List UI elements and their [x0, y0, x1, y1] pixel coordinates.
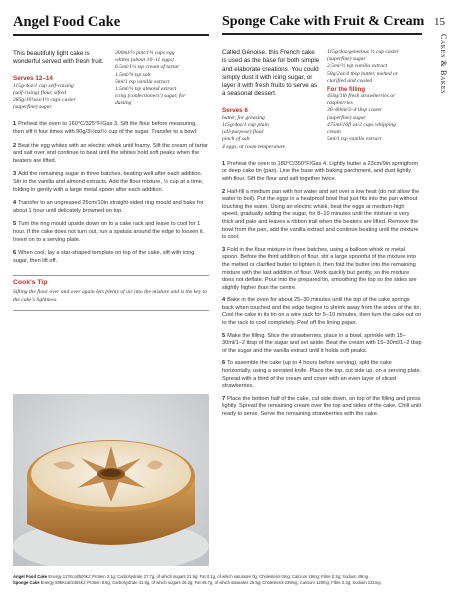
ingredient-line: 300ml/½ pint/1¼ cups egg — [114, 50, 175, 56]
step-number: 6 — [222, 360, 226, 367]
method-step — [222, 333, 422, 356]
nutrition-label: Angel Food Cake — [13, 574, 48, 579]
step-number: 5 — [222, 332, 226, 339]
intro-block — [13, 50, 109, 111]
ingredient-line: 6.5ml/1¼ tsp cream of tartar — [114, 64, 180, 71]
tip-text: Sifting the flour over and over again lets plenty of air into the mixture and is the key to the cake's lightness. — [13, 289, 207, 303]
ingredient-line: 30–60ml/2–4 tbsp caster — [326, 107, 383, 114]
ingredient-line: icing (confectioners') sugar, for — [114, 93, 186, 100]
ingredient-line: 285g/10¼oz/1½ cups caster — [13, 97, 76, 103]
step-text: When cool, lay a star-shaped template on top of the cake, sift with icing sugar, then lift off. — [13, 250, 195, 264]
ingredient-block — [327, 49, 422, 151]
method-steps — [222, 161, 422, 419]
section-label: Cakes & Bakes — [439, 34, 448, 95]
angel-food-cake-recipe — [13, 14, 209, 311]
ingredient-line: 50g/2oz/4 tbsp butter, melted or — [326, 70, 398, 77]
step-text: Make the filling. Slice the strawberries, place in a bowl, sprinkle with 15–30ml/1–2 tbsp of the sugar and set aside. Beat the cream with 15–30ml/1–2 tbsp of the sugar and the vanilla extract until it holds soft peaks. — [222, 332, 422, 354]
ingredient-line: 115g/4oz/generous ½ cup caster — [326, 49, 400, 55]
intro-row — [222, 49, 422, 151]
ingredient-line: raspberries — [326, 100, 353, 107]
ingredient-list — [222, 115, 321, 151]
step-number: 4 — [13, 200, 17, 207]
ingredient-list — [13, 83, 109, 112]
ingredient-line: cream — [326, 129, 341, 136]
sponge-cake-recipe — [222, 14, 425, 424]
step-text: Add the remaining sugar in three batches, beating well after each addition. Stir in the vanilla and almond extracts. Add the flour mixture, ½ cup at a time, folding in gently with a large metal spoon after each addition. — [13, 171, 204, 193]
step-number: 2 — [13, 142, 17, 149]
ingredient-line: (all-purpose) flour — [222, 129, 264, 136]
ingredient-line: pinch of salt — [222, 136, 250, 143]
nutrition-footer — [13, 574, 423, 586]
nutrition-text: Energy 117Kcal/500kJ; Protein 3.1g; Carbohydrate 27.7g, of which sugars 21.9g; Fat 0.1g, of which saturates 0g; Cholesterol 0mg; Calcium 19mg; Fibre 0.3g; Sodium 49mg. — [48, 574, 370, 579]
method-step — [13, 221, 209, 244]
ingredient-line: 115g/4oz/1 cup plain — [222, 121, 269, 128]
ingredient-line: 115g/4oz/1 cup self-raising — [13, 82, 74, 89]
method-step — [222, 297, 422, 327]
step-number: 5 — [13, 221, 17, 228]
step-number: 1 — [222, 160, 226, 167]
method-step — [222, 189, 422, 242]
method-step — [13, 200, 209, 215]
step-number: 1 — [13, 121, 17, 128]
ingredient-line: (superfine) sugar — [326, 114, 366, 121]
step-number: 2 — [222, 188, 226, 195]
filling-label: For the filling — [326, 87, 365, 94]
ingredient-list — [115, 50, 209, 111]
ingredient-line: clarified and cooled — [326, 77, 373, 84]
step-text: Bake in the oven for about 25–30 minutes until the top of the cake springs back when touched and the edge begins to shrink away from the sides of the tin. Cool the cake in its tin on a wire rack for 5–10 minutes, then turn the cake out on to the rack to cool completely. Peel off the lining paper. — [222, 297, 422, 327]
ingredient-line: dusting — [114, 100, 132, 107]
ingredient-line: 1.5ml/¼ tsp almond extract — [114, 86, 177, 93]
ingredient-list — [327, 49, 422, 85]
filling-list — [327, 93, 422, 143]
step-number: 7 — [222, 395, 226, 402]
ingredient-line: (self-rising) flour, sifted — [13, 89, 66, 96]
step-number: 3 — [13, 171, 17, 178]
serves-label: Serves 6 — [222, 106, 248, 114]
ingredient-line: (superfine) sugar — [13, 104, 52, 111]
method-step — [13, 143, 209, 166]
step-text: Preheat the oven to 180°C/350°F/Gas 4. Lightly butter a 23cm/9in springform or deep cake tin (pan). Line the base with baking parchment, and dust lightly with flour. Sift the flour and salt together twice. — [222, 160, 419, 182]
ingredient-line: butter, for greasing — [222, 114, 265, 121]
method-step — [222, 360, 422, 390]
method-step — [13, 250, 209, 265]
step-number: 4 — [222, 297, 226, 304]
intro-text: This beautifully light cake is wonderful served with fresh fruit. — [13, 50, 104, 66]
page-number: 15 — [434, 16, 445, 28]
ingredient-line: 450g/1lb fresh strawberries or — [326, 93, 396, 100]
nutrition-text: Energy 595Kcal/2484kJ; Protein 8.8g; Carbohydrate 41.9g, of which sugars 26.2g; Fat 45.7g, of which saturates 25.5g; Cholesterol 239mg; Calcium 120mg; Fibre 2.3g; Sodium 121mg. — [40, 580, 382, 585]
ingredient-line: 4 eggs, at room temperature — [222, 143, 286, 150]
method-step — [13, 171, 209, 194]
ingredient-line: 1.5ml/¼ tsp salt — [114, 71, 151, 78]
ingredient-line: 5ml/1 tsp vanilla extract — [114, 78, 170, 85]
intro-text: Called Génoise, this French cake is used as the base for both simple and elaborate creations. You could simply dust it with icing sugar, or layer it with fresh fruits to serve as a seasonal dessert. — [222, 49, 320, 98]
step-text: Transfer to an ungreased 25cm/10in straight-sided ring mould and bake for about 1 hour until delicately browned on top. — [13, 200, 204, 214]
step-text: Half-fill a medium pan with hot water and set over a low heat (do not allow the water to boil). Put the eggs in a heatproof bowl that just fits into the pan without touching the water. Using an electric whisk, beat the eggs at medium-high speed, gradually adding the sugar, for 8–10 minutes until the mixture is very thick and pale and leaves a ribbon trail when the beaters are lifted. Remove the bowl from the pan, add the vanilla extract and continue beating until the mixture is cool. — [222, 188, 420, 241]
intro-block — [222, 49, 321, 151]
nutrition-line-sponge — [13, 580, 423, 586]
step-text: Place the bottom half of the cake, cut side down, on top of the filling and press lightly. Spread the remaining cream over the top and sides of the cake. Chill until ready to serve. Serve the remaining strawberries with the cake. — [222, 395, 421, 418]
ingredient-line: 5ml/1 tsp vanilla extract — [326, 136, 382, 143]
ingredient-line: 2.5ml/½ tsp vanilla extract — [326, 63, 388, 70]
cooks-tip — [13, 275, 209, 310]
recipe-title: Sponge Cake with Fruit & Cream — [222, 14, 422, 35]
method-step — [222, 161, 422, 184]
step-text: Preheat the oven to 160°C/325°F/Gas 3. Sift the flour before measuring, then sift it four times with 90g/3½oz/½ cup of the sugar. Transfer to a bowl. — [13, 121, 198, 135]
serves-label: Serves 12–14 — [13, 74, 53, 82]
tip-title: Cook's Tip — [13, 275, 209, 286]
step-number: 6 — [13, 250, 17, 257]
method-step — [13, 121, 209, 136]
cake-photo-icon — [13, 394, 209, 566]
ingredient-line: (superfine) sugar — [326, 56, 366, 63]
intro-row — [13, 50, 209, 111]
step-text: To assemble the cake (up to 4 hours before serving), split the cake horizontally, using a serrated knife. Place the top, cut side up, on a serving plate. Spread with a third of the cream and cover with an even layer of sliced strawberries. — [222, 360, 422, 390]
recipe-title: Angel Food Cake — [13, 14, 209, 36]
step-text: Turn the ring mould upside down on to a cake rack and leave to cool for 1 hour. If the cake does not turn out, run a spatula around the edge to loosen it. Invert on to a serving plate. — [13, 221, 205, 243]
step-text: Fold in the flour mixture in three batches, using a balloon whisk or metal spoon. Before the third addition of flour, stir a large spoonful of the mixture into the melted or clarified butter to lighten it, then fold the butter into the remaining mixture with the last addition of flour. Work quickly but gently, so the mixture does not deflate. Pour into the prepared tin, smoothing the top so the sides are slightly higher than the centre. — [222, 246, 417, 291]
method-steps — [13, 121, 209, 265]
ingredient-line: 475ml/16fl oz/2 cups whipping — [326, 121, 396, 128]
step-text: Beat the egg whites with an electric whisk until foamy. Sift the cream of tartar and salt over and continue to beat until the whites hold soft peaks when the beaters are lifted. — [13, 142, 208, 164]
nutrition-label: Sponge Cake — [13, 580, 40, 585]
method-step — [222, 396, 422, 419]
method-step — [222, 247, 422, 293]
angel-food-cake-photo — [13, 394, 209, 566]
ingredient-line: whites (about 10–11 eggs) — [114, 57, 174, 64]
step-number: 3 — [222, 246, 226, 253]
